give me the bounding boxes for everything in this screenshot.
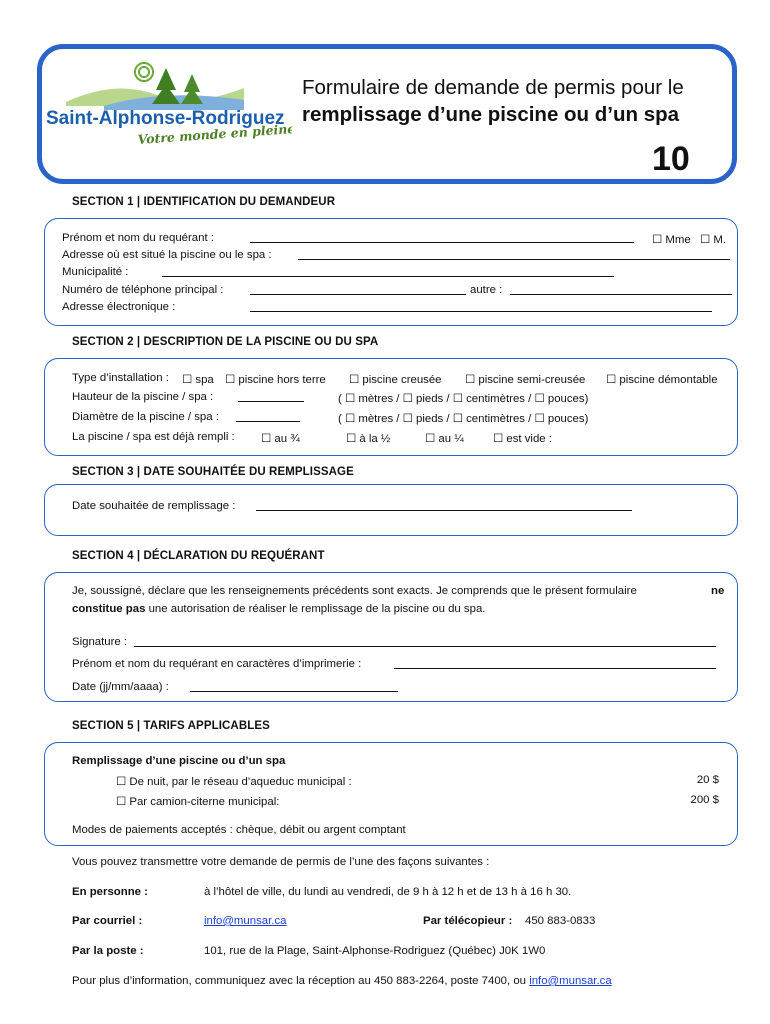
signature-label: Signature :	[72, 636, 128, 648]
fee-night-aqueduct-option[interactable]: ☐ De nuit, par le réseau d’aqueduc municipal :	[116, 776, 352, 788]
fee-night-aqueduct-price: 20 $	[696, 774, 719, 786]
diameter-field[interactable]	[236, 411, 300, 422]
signature-field[interactable]	[134, 636, 716, 647]
height-units[interactable]: ( ☐ mètres / ☐ pieds / ☐ centimètres / ☐ pouces)	[338, 393, 589, 405]
other-phone-field[interactable]	[510, 284, 732, 295]
print-name-field[interactable]	[394, 658, 716, 669]
document-title	[302, 74, 684, 128]
document-title-line1: Formulaire de demande de permis pour le	[302, 76, 684, 99]
declaration-line2	[72, 603, 485, 615]
address-label: Adresse où est situé la piscine ou le spa :	[62, 249, 272, 261]
in-person-value: à l’hôtel de ville, du lundi au vendredi, de 9 h à 12 h et de 13 h à 16 h 30.	[204, 886, 572, 898]
municipality-field[interactable]	[162, 266, 614, 277]
footer-email-link[interactable]: info@munsar.ca	[529, 975, 612, 987]
type-removable-checkbox[interactable]: ☐ piscine démontable	[606, 374, 718, 386]
mail-value: 101, rue de la Plage, Saint-Alphonse-Rodriguez (Québec) J0K 1W0	[204, 945, 546, 957]
logo-tagline-text: Votre monde en pleine	[137, 121, 292, 147]
mail-label: Par la poste :	[72, 945, 144, 957]
form-number: 10	[652, 140, 690, 178]
fee-tank-truck-price: 200 $	[690, 794, 719, 806]
fill-empty-checkbox[interactable]: ☐ est vide :	[493, 433, 552, 445]
section3-title: SECTION 3 | DATE SOUHAITÉE DU REMPLISSAGE	[72, 466, 354, 478]
fill-half-checkbox[interactable]: ☐ à la ½	[346, 433, 391, 445]
submission-intro: Vous pouvez transmettre votre demande de permis de l’une des façons suivantes :	[72, 856, 490, 868]
diameter-units[interactable]: ( ☐ mètres / ☐ pieds / ☐ centimètres / ☐ pouces)	[338, 413, 589, 425]
document-title-line2: remplissage d’une piscine ou d’un spa	[302, 103, 680, 126]
email-field[interactable]	[250, 301, 712, 312]
install-type-label: Type d’installation :	[72, 372, 169, 384]
phone-field[interactable]	[250, 284, 466, 295]
fill-level-label: La piscine / spa est déjà rempli :	[72, 431, 235, 443]
section5-title: SECTION 5 | TARIFS APPLICABLES	[72, 720, 270, 732]
fax-label: Par télécopieur :	[423, 915, 513, 927]
mme-checkbox[interactable]: ☐ Mme	[652, 234, 691, 246]
address-field[interactable]	[298, 249, 730, 260]
declaration-bold-not: constitue pas	[72, 603, 146, 615]
fax-value: 450 883-0833	[525, 915, 596, 927]
m-checkbox[interactable]: ☐ M.	[700, 234, 727, 246]
requester-name-label: Prénom et nom du requérant :	[62, 232, 214, 244]
declaration-line1: Je, soussigné, déclare que les renseignements précédents sont exacts. Je comprends que le présent formulaire	[72, 585, 637, 597]
footer-info-text: Pour plus d’information, communiquez avec la réception au 450 883-2264, poste 7400, ou	[72, 975, 530, 987]
fill-date-label: Date souhaitée de remplissage :	[72, 500, 236, 512]
municipality-label: Municipalité :	[62, 266, 129, 278]
declaration-bold-ne: ne	[711, 585, 725, 597]
fill-three-quarter-checkbox[interactable]: ☐ au ¾	[261, 433, 300, 445]
logo-graphic	[44, 58, 292, 166]
other-phone-label: autre :	[470, 284, 503, 296]
type-inground-checkbox[interactable]: ☐ piscine creusée	[349, 374, 442, 386]
requester-name-field[interactable]	[250, 232, 634, 243]
section2-title: SECTION 2 | DESCRIPTION DE LA PISCINE OU DU SPA	[72, 336, 379, 348]
height-label: Hauteur de la piscine / spa :	[72, 391, 214, 403]
in-person-label: En personne :	[72, 886, 148, 898]
fees-subtitle: Remplissage d’une piscine ou d’un spa	[72, 755, 286, 767]
payment-methods: Modes de paiements acceptés : chèque, débit ou argent comptant	[72, 824, 406, 836]
print-name-label: Prénom et nom du requérant en caractères d’imprimerie :	[72, 658, 362, 670]
declaration-date-field[interactable]	[190, 681, 398, 692]
phone-label: Numéro de téléphone principal :	[62, 284, 224, 296]
municipality-logo	[44, 58, 292, 166]
footer-info	[72, 975, 612, 987]
type-semi-inground-checkbox[interactable]: ☐ piscine semi-creusée	[465, 374, 586, 386]
email-link[interactable]: info@munsar.ca	[204, 915, 287, 927]
type-above-ground-checkbox[interactable]: ☐ piscine hors terre	[225, 374, 326, 386]
height-field[interactable]	[238, 391, 304, 402]
email-label: Adresse électronique :	[62, 301, 176, 313]
fee-tank-truck-option[interactable]: ☐ Par camion-citerne municipal:	[116, 796, 280, 808]
fill-date-field[interactable]	[256, 500, 632, 511]
declaration-date-label: Date (jj/mm/aaaa) :	[72, 681, 169, 693]
declaration-line2-text: une autorisation de réaliser le remplissage de la piscine ou du spa.	[145, 603, 486, 615]
email-method-label: Par courriel :	[72, 915, 143, 927]
type-spa-checkbox[interactable]: ☐ spa	[182, 374, 214, 386]
section1-title: SECTION 1 | IDENTIFICATION DU DEMANDEUR	[72, 196, 336, 208]
logo-name-text: Saint-Alphonse-Rodriguez	[46, 108, 285, 129]
diameter-label: Diamètre de la piscine / spa :	[72, 411, 219, 423]
section4-title: SECTION 4 | DÉCLARATION DU REQUÉRANT	[72, 550, 325, 562]
fill-quarter-checkbox[interactable]: ☐ au ¼	[425, 433, 464, 445]
